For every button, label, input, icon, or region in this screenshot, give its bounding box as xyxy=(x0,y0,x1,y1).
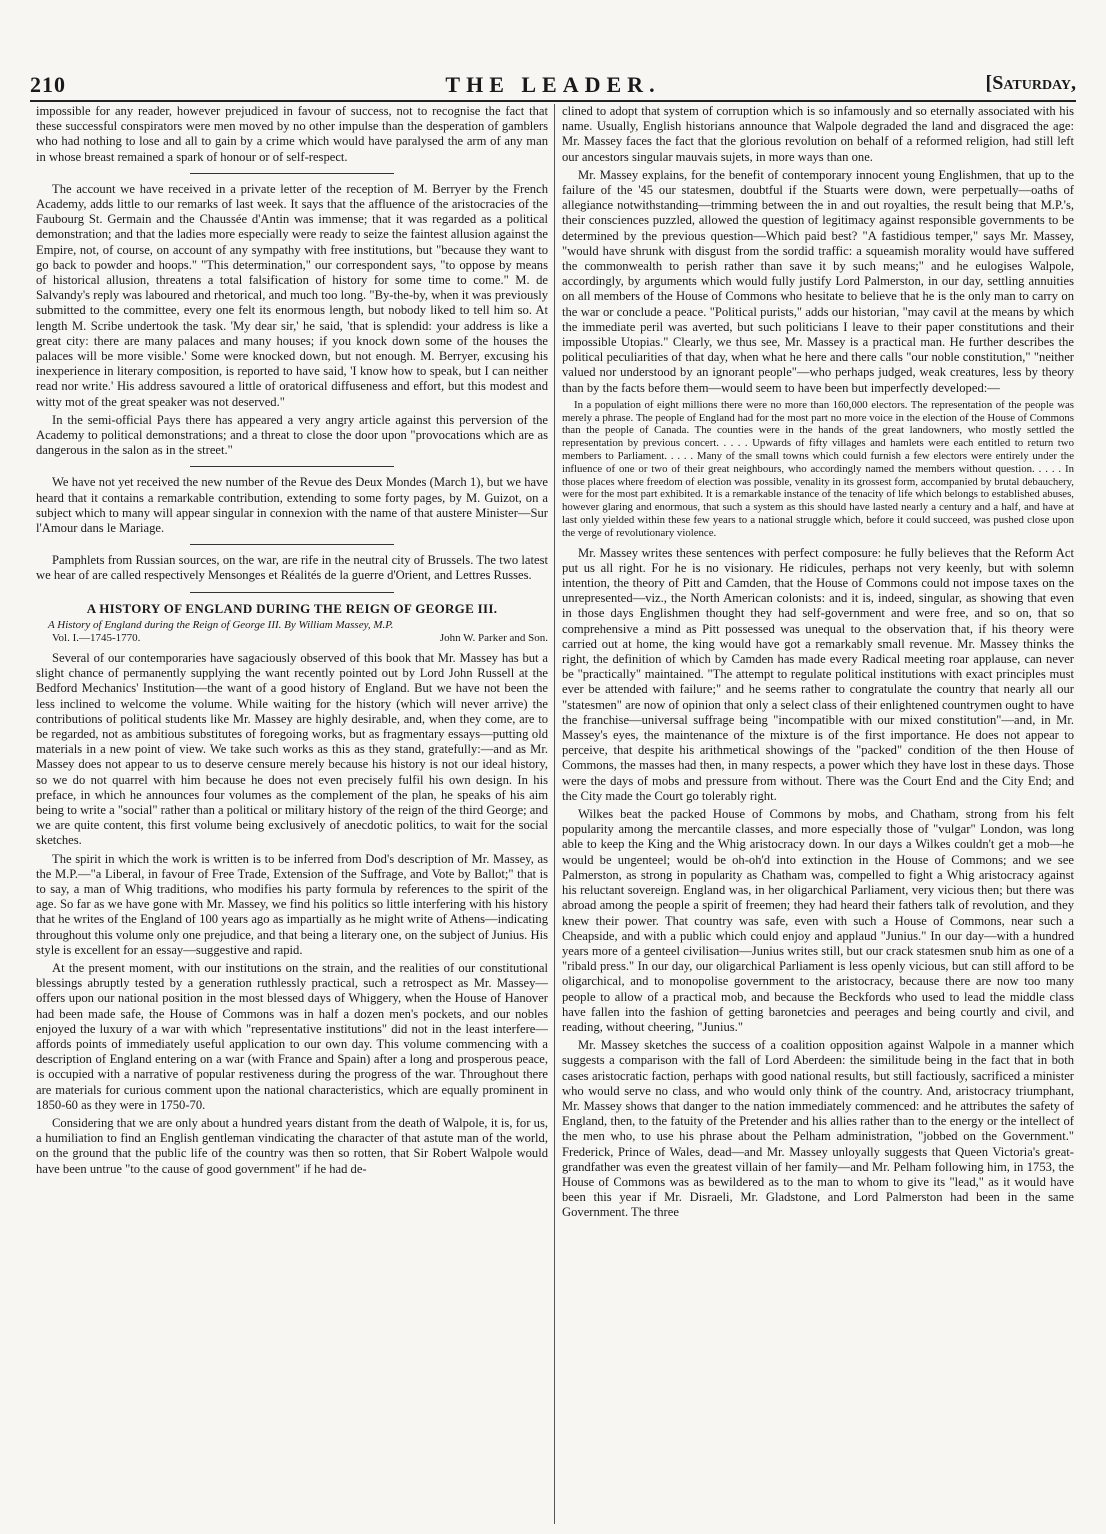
section-separator xyxy=(190,466,395,467)
paragraph: In the semi-official Pays there has appeared a very angry article against this perversion of the Academy to political demonstrations; and a threat to close the door upon "provocations which are as dangerous in the salon as in the street." xyxy=(36,412,548,458)
paragraph: Considering that we are only about a hundred years distant from the death of Walpole, it is, for us, a humiliation to find an English gentleman vindicating the character of that astute man of the world, on the ground that the public life of the country was then so rotten, that Sir Robert Walpole would have been untrue "to the cause of good government" if he had de- xyxy=(36,1115,548,1176)
paragraph: The account we have received in a private letter of the reception of M. Berryer by the French Academy, adds little to our remarks of last week. It says that the affluence of the aristocracies of the Faubourg St. Germain and the Chaussée d'Antin was immense; that it was regarded as a political demonstration; and that the ladies more especially were ready to seize the faintest allusion against the Empire, not, of course, on account of any sympathy with free institutions, but "because they want to go back to powder and hoops." "This determination," our correspondent says, "to oppose by means of historical allusion, threatens a total falsification of history for some time to come." M. de Salvandy's reply was laboured and rhetorical, and much too long. "By-the-by, when it was previously submitted to the committee, every one felt its enormous length, but nobody liked to tell him so. At length M. Scribe undertook the task. 'My dear sir,' he said, 'that is splendid: your address is like a great city: there are many palaces and many houses; if you knock down some of the houses the palaces will be more visible.' Some were knocked down, but not enough. M. Berryer, excusing his inexperience in literary composition, is reported to have said, 'I know how to speak, but I can neither read nor write.' His address savoured a little of oratorical diffuseness and effort, but this modest and witty mot of the great speaker was not deserved." xyxy=(36,181,548,409)
right-column xyxy=(562,104,1074,1524)
section-separator xyxy=(190,592,395,593)
paragraph: At the present moment, with our institutions on the strain, and the realities of our constitutional blessings abruptly tested by a generation ruthlessly practical, such a retrospect as Mr. Massey—offers upon our national position in the most blessed days of Whiggery, when the House of Hanover had been made safe, the House of Commons was in half a dozen men's pockets, and our nobles enjoyed the luxury of a war with which "representative institutions" did not in the least interfere—affords points of immediately useful application to our own day. This volume commencing with a description of England entering on a war (with France and Spain) after a long and prosperous peace, is occupied with a narrative of popular restiveness during the progress of the war. Throughout there are materials for curious comment upon the national characteristics, which are equally prominent in 1850-60 as they were in 1750-70. xyxy=(36,960,548,1112)
paragraph: Mr. Massey writes these sentences with perfect composure: he fully believes that the Reform Act put us all right. For he is no visionary. He ridicules, perhaps not very keenly, but with solemn intention, the theory of Pitt and Camden, that the House of Commons could not impose taxes on the unrepresented—viz., the North American colonists: and it is, indeed, singular, as showing that even in those days Englishmen thought they had self-government and were free, and so on, that so comprehensive a mind as Pitt possessed was unequal to the observation that, if his theory were carried out at home, the king would have got a remarkably small revenue. Mr. Massey thinks the right, the definition of which by Camden has made every Radical meeting roar applause, can never be "practically" maintained. "The attempt to regulate political institutions with exact principles must ever be attended with failure;" and he seems rather to congratulate the country that nearly all our "statesmen" are now of opinion that only a select class of their enlightened countrymen ought to have the franchise—universal suffrage being "incompatible with our mixed constitution"—and, in Mr. Massey's eyes, the maintenance of the mixture is of the first importance. He does not appear to perceive, that despite his arithmetical showings of the "packed" condition of the then House of Commons, the masses had then, in many respects, a power which they have lost in these days. Those were the days of mobs and pressure from without. There was the Court End and the City End; and the City made the Court go tolerably right. xyxy=(562,545,1074,803)
paragraph: Mr. Massey explains, for the benefit of contemporary innocent young Englishmen, that up to the failure of the '45 our statesmen, doubtful if the Stuarts were down, were perpetually—oaths of allegiance notwithstanding—trimming between the in and out royalties, the result being that M.P.'s, their consciences puzzled, allowed the question of legitimacy against responsible governments to be determined by the previous question—Which paid best? "A fastidious temper," says Mr. Massey, "would have shrunk with disgust from the sordid traffic: a squeamish morality would have suffered the commonwealth to perish rather than save it by such means;" and he eulogises Walpole, accordingly, by arguments which would fully justify Lord Palmerston, in our day, settling annuities on all members of the House of Commons who hesitate to believe that he is the only man to carry on the war or conclude a peace. "Political purists," adds our historian, "may cavil at the means by which the immediate peril was averted, but such politicians I leave to their paper constitutions and their impossible Utopias." Clearly, we thus see, Mr. Massey is a practical man. He further describes the political peculiarities of that day, when what he here and there calls "our noble constitution," "neither valued nor understood by an ignorant people"—who perhaps judged, weak creatures, less by theory than by the facts before them—would seem to have been but imperfectly developed:— xyxy=(562,167,1074,395)
book-publisher: John W. Parker and Son. xyxy=(439,631,548,644)
left-column xyxy=(36,104,548,1524)
paragraph: Wilkes beat the packed House of Commons by mobs, and Chatham, strong from his felt popularity among the mercantile classes, and more especially those of "vulgar" London, was long able to keep the King and the Whig aristocracy down. In our days a Wilkes couldn't get a mob—he would be ungenteel; would be oh-oh'd into extinction in the House of Commons; and we see Palmerston, as strong in popularity as Chatham was, compelled to fight a Whig aristocracy against his reluctant sovereign. England was, in her oligarchical Parliament, very vicious then; but there was abroad among the people a spirit of freemen; they had heard their fathers talk of revolution, and they knew their power. That country was safe, even with such a House of Commons, near such a Cheapside, and with a public which could enjoy and applaud "Junius." In our day—with a hundred years more of a genteel civilisation—Junius writes still, but our crack statesmen snub him as one of a "ribald press." In our day, our oligarchical Parliament is less openly vicious, but can still afford to be oligarchical, and to monopolise government to the aristocracy, because there are now too many people to allow of a practical mob, and because the Beckfords who used to lead the middle class have fallen into the fashion of getting baronetcies and peerages and being courtly and civil, and reading, without cheering, "Junius." xyxy=(562,807,1074,1034)
newspaper-title: THE LEADER. xyxy=(445,72,661,97)
article-heading: A HISTORY OF ENGLAND DURING THE REIGN OF GEORGE III. xyxy=(86,600,498,616)
block-quote xyxy=(562,399,1074,540)
paragraph: Several of our contemporaries have sagaciously observed of this book that Mr. Massey has but a slight chance of permanently supplying the want recently pointed out by Lord John Russell at the Bedford Mechanics' Institution—the want of a good history of England. But we have not been the less inclined to welcome the volume. While waiting for the history (which will never arrive) the contributions of political students like Mr. Massey are highly desirable, and, when they come, are to be regarded, not as ambitious substitutes of foregoing works, but as fragmentary essays—putting old materials in a new point of view. We take such works as this as they stand, gratefully:—and as Mr. Massey does not appear to us to deserve censure merely because his history is not our ideal history, so we do not quarrel with him because he does not even precisely fulfil his own design. In his preface, in which he announces four volumes as the complement of the plan, he speaks of his aim being to write a "social" rather than a political or military history of the reign of the third George; and we are quite content, this first volume being exclusively of anecdotic politics, to wait for the social sketches. xyxy=(36,650,548,848)
paragraph: clined to adopt that system of corruption which is so infamously and so eternally associated with his name. Usually, English historians announce that Walpole degraded the land and disgraced the age: Mr. Massey faces the fact that the glorious revolution on behalf of a reformed religion, had still left our ancestors singular mauvais sujets, in more ways than one. xyxy=(562,104,1074,164)
paragraph: impossible for any reader, however prejudiced in favour of success, not to recognise the fact that these successful conspirators were men moved by no other impulse than the desperation of gamblers who had nothing to lose and all to gain by a crime which would have paralysed the arm of any man in whose breast remained a spark of honour or of self-respect. xyxy=(36,104,548,164)
column-divider xyxy=(554,104,555,1524)
header-rule xyxy=(30,100,1076,102)
paragraph: We have not yet received the new number of the Revue des Deux Mondes (March 1), but we have heard that it contains a remarkable contribution, extending to some forty pages, by M. Guizot, on a subject which to many will appear singular in connexion with the name of that austere Minister—Sur l'Amour dans le Mariage. xyxy=(36,475,548,536)
section-separator xyxy=(190,544,395,545)
paragraph: Mr. Massey sketches the success of a coalition opposition against Walpole in a manner which suggests a comparison with the fall of Lord Aberdeen: the similitude being in the fact that in both cases aristocratic faction, perhaps with good national results, but still factiously, sacrificed a minister who would serve no class, and who would only think of the country. And, aristocracy triumphant, Mr. Massey shows that danger to the nation immediately commenced: and he attributes the safety of England, then, to the fatuity of the Pretender and his allies rather than to the energy or the intellect of the men who, to use his phrase about the Pelham administration, "jobbed on the Government." Frederick, Prince of Wales, dead—and Mr. Massey unloyally suggests that Queen Victoria's great-grandfather was even the greatest villain of her family—and Mr. Pelham following him, in 1753, the House of Commons was as bewildered as to the man to whom to give its "lead," as it would have been this year if Mr. Disraeli, Mr. Gladstone, and Lord Palmerston had been in the same Government. The three xyxy=(562,1038,1074,1220)
book-volume: Vol. I.—1745-1770. xyxy=(52,631,141,644)
paragraph: Pamphlets from Russian sources, on the war, are rife in the neutral city of Brussels. The two latest we hear of are called respectively Mensonges et Réalités de la guerre d'Orient, and Lettres Russes. xyxy=(36,553,548,583)
masthead xyxy=(30,72,1076,108)
section-separator xyxy=(190,173,395,174)
book-title: A History of England during the Reign of George III. By William Massey, M.P. xyxy=(48,618,394,631)
page-number: 210 xyxy=(30,72,66,97)
issue-day: [Saturday, xyxy=(985,72,1076,94)
quote-paragraph: In a population of eight millions there were no more than 160,000 electors. The representation of the people was merely a phrase. The people of England had for the most part no more voice in the election of the House of Commons than the people of Canada. The counties were in the hands of the great landowners, who mostly settled the representation by previous concert. . . . . Upwards of fifty villages and hamlets were each entitled to return two members to Parliament. . . . . Many of the small towns which could furnish a few electors were entirely under the influence of one or two of their great neighbours, who accordingly named the members without question. . . . . In those places where freedom of election was possible, venality in its grossest form, accompanied by brutal debauchery, were for the most part exhibited. It is a remarkable instance of the tenacity of life which belongs to established abuses, however glaring and enormous, that such a system as this should have lasted nearly a century and a half, and have at last only yielded within these few years to a national struggle which, before it could succeed, was pushed close upon the verge of revolutionary violence. xyxy=(562,398,1074,539)
bibliographic-note xyxy=(36,619,548,645)
paragraph: The spirit in which the work is written is to be inferred from Dod's description of Mr. Massey, as the M.P.—"a Liberal, in favour of Free Trade, Extension of the Suffrage, and Vote by Ballot;" that is to say, a man of Whig traditions, who modifies his party formula by references to the spirit of the age. So far as we have gone with Mr. Massey, we find his politics so little interfering with his history that he writes of the England of 100 years ago as impartially as he might write of Athens—indicating throughout this volume only one prejudice, and that being a literary one, on the subject of Junius. His style is excellent for an essay—suggestive and rapid. xyxy=(36,851,548,957)
